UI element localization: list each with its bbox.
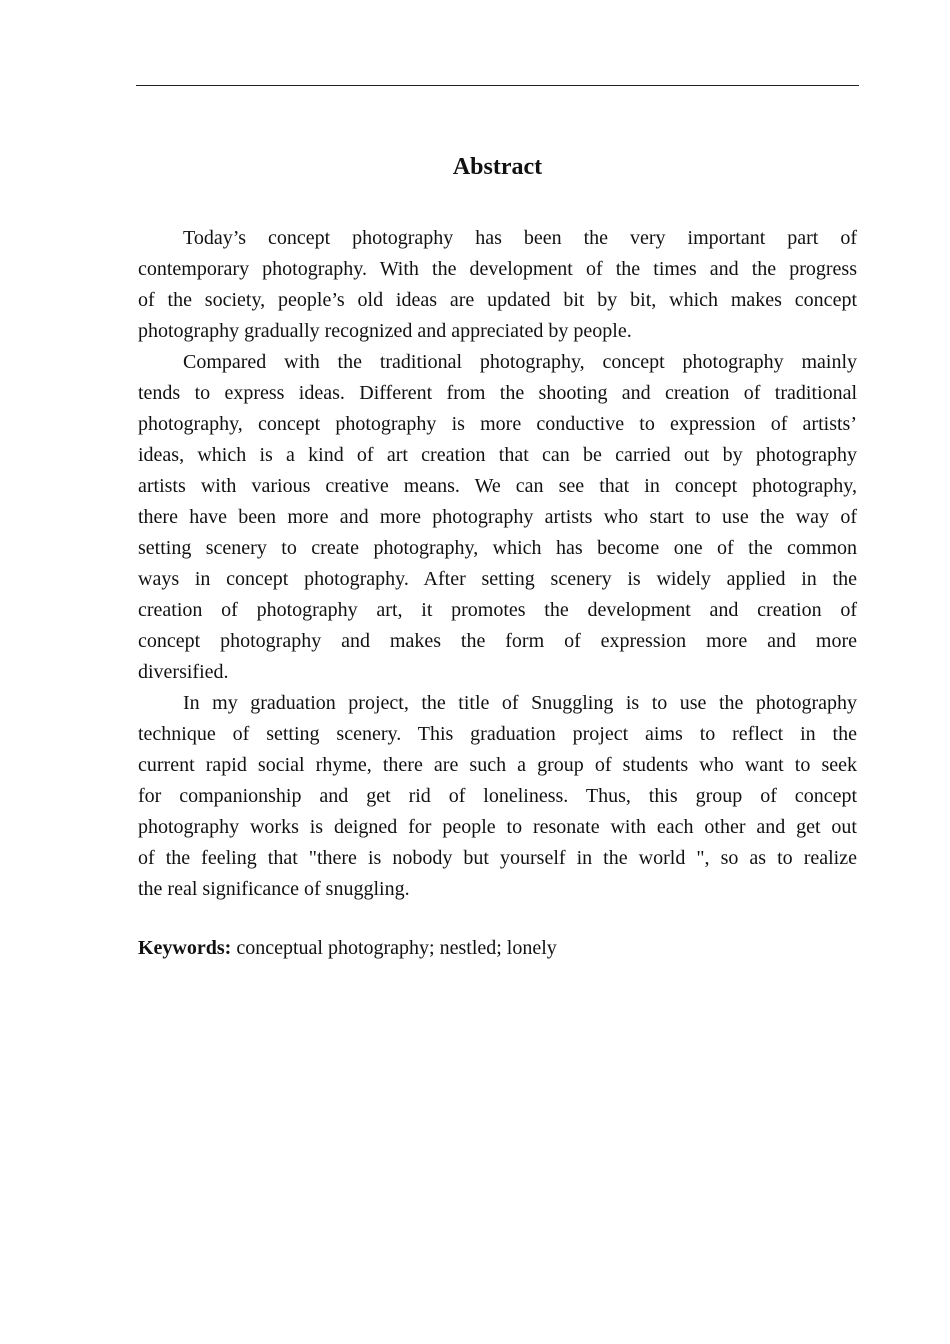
paragraph-line: ways in concept photography. After setting scenery is widely applied in the <box>138 568 857 590</box>
paragraph-line: contemporary photography. With the development of the times and the progress <box>138 258 857 280</box>
header-rule <box>136 85 859 86</box>
paragraph-line: photography gradually recognized and appreciated by people. <box>138 320 632 342</box>
paragraph-line: artists with various creative means. We can see that in concept photography, <box>138 475 857 497</box>
paragraph-line: Compared with the traditional photography, concept photography mainly <box>183 351 857 373</box>
keywords-label: Keywords: <box>138 937 232 959</box>
paragraph-line: of the society, people’s old ideas are updated bit by bit, which makes concept <box>138 289 857 311</box>
paragraph-line: current rapid social rhyme, there are such a group of students who want to seek <box>138 754 857 776</box>
paragraph-line: ideas, which is a kind of art creation that can be carried out by photography <box>138 444 857 466</box>
paragraph-line: there have been more and more photography artists who start to use the way of <box>138 506 857 528</box>
paragraph-line: the real significance of snuggling. <box>138 878 410 900</box>
paragraph-line: technique of setting scenery. This graduation project aims to reflect in the <box>138 723 857 745</box>
paragraph-line: setting scenery to create photography, which has become one of the common <box>138 537 857 559</box>
paragraph-line: diversified. <box>138 661 229 683</box>
paragraph-line: photography, concept photography is more conductive to expression of artists’ <box>138 413 857 435</box>
abstract-paragraph <box>138 223 857 347</box>
paragraph-line: of the feeling that "there is nobody but yourself in the world ", so as to realize <box>138 847 857 869</box>
paragraph-line: photography works is deigned for people to resonate with each other and get out <box>138 816 857 838</box>
keywords <box>138 933 557 964</box>
abstract-paragraph <box>138 688 857 905</box>
paragraph-line: Today’s concept photography has been the very important part of <box>183 227 857 249</box>
paragraph-line: tends to express ideas. Different from the shooting and creation of traditional <box>138 382 857 404</box>
abstract-paragraph <box>138 347 857 688</box>
paragraph-line: concept photography and makes the form of expression more and more <box>138 630 857 652</box>
abstract-body <box>138 223 857 905</box>
page-title: Abstract <box>452 154 543 180</box>
paragraph-line: for companionship and get rid of loneliness. Thus, this group of concept <box>138 785 857 807</box>
keywords-value: conceptual photography; nestled; lonely <box>231 937 557 959</box>
paragraph-line: In my graduation project, the title of Snuggling is to use the photography <box>183 692 857 714</box>
paragraph-line: creation of photography art, it promotes the development and creation of <box>138 599 857 621</box>
